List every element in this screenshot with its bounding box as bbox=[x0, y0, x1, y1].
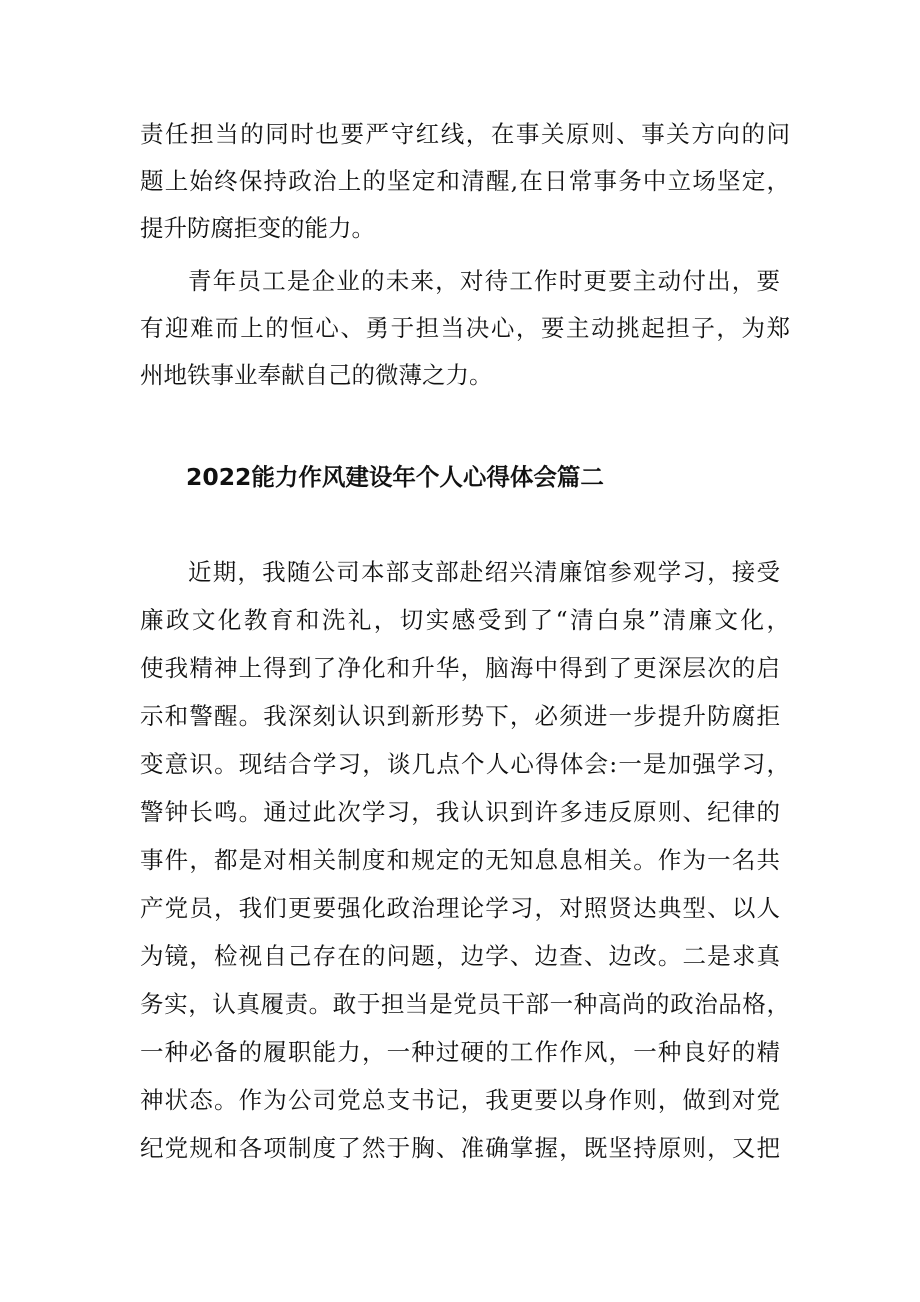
paragraph-1-line-3: 提升防腐拒变的能力。 bbox=[140, 214, 375, 242]
paragraph-3-line-1: 近期，我随公司本部支部赴绍兴清廉馆参观学习，接受 bbox=[188, 558, 780, 586]
paragraph-3-line-4: 示和警醒。我深刻认识到新形势下，必须进一步提升防腐拒 bbox=[140, 702, 780, 730]
paragraph-2-line-3: 州地铁事业奉献自己的微薄之力。 bbox=[140, 361, 493, 389]
paragraph-3-line-2: 廉政文化教育和洗礼，切实感受到了“清白泉”清廉文化， bbox=[140, 606, 790, 634]
paragraph-3-line-5: 变意识。现结合学习，谈几点个人心得体会:一是加强学习， bbox=[140, 750, 790, 778]
paragraph-1-line-1: 责任担当的同时也要严守红线，在事关原则、事关方向的问 bbox=[140, 120, 790, 148]
paragraph-3-line-7: 事件，都是对相关制度和规定的无知息息相关。作为一名共 bbox=[140, 846, 780, 874]
paragraph-3-line-11: 一种必备的履职能力，一种过硬的工作作风，一种良好的精 bbox=[140, 1038, 780, 1066]
paragraph-2-line-2: 有迎难而上的恒心、勇于担当决心，要主动挑起担子，为郑 bbox=[140, 314, 790, 342]
paragraph-1-line-2: 题上始终保持政治上的坚定和清醒,在日常事务中立场坚定， bbox=[140, 167, 790, 195]
paragraph-3-line-8: 产党员，我们更要强化政治理论学习，对照贤达典型、以人 bbox=[140, 894, 780, 922]
paragraph-3-line-6: 警钟长鸣。通过此次学习，我认识到许多违反原则、纪律的 bbox=[140, 798, 780, 826]
paragraph-3-line-10: 务实，认真履责。敢于担当是党员干部一种高尚的政治品格， bbox=[140, 990, 790, 1018]
paragraph-3-line-3: 使我精神上得到了净化和升华，脑海中得到了更深层次的启 bbox=[140, 654, 780, 682]
paragraph-3-line-13: 纪党规和各项制度了然于胸、准确掌握，既坚持原则，又把 bbox=[140, 1134, 780, 1162]
section-heading: 2022能力作风建设年个人心得体会篇二 bbox=[186, 463, 604, 491]
paragraph-3-line-12: 神状态。作为公司党总支书记，我更要以身作则，做到对党 bbox=[140, 1086, 780, 1114]
paragraph-3-line-9: 为镜，检视自己存在的问题，边学、边查、边改。二是求真 bbox=[140, 942, 780, 970]
paragraph-2-line-1: 青年员工是企业的未来，对待工作时更要主动付出，要 bbox=[188, 267, 780, 295]
